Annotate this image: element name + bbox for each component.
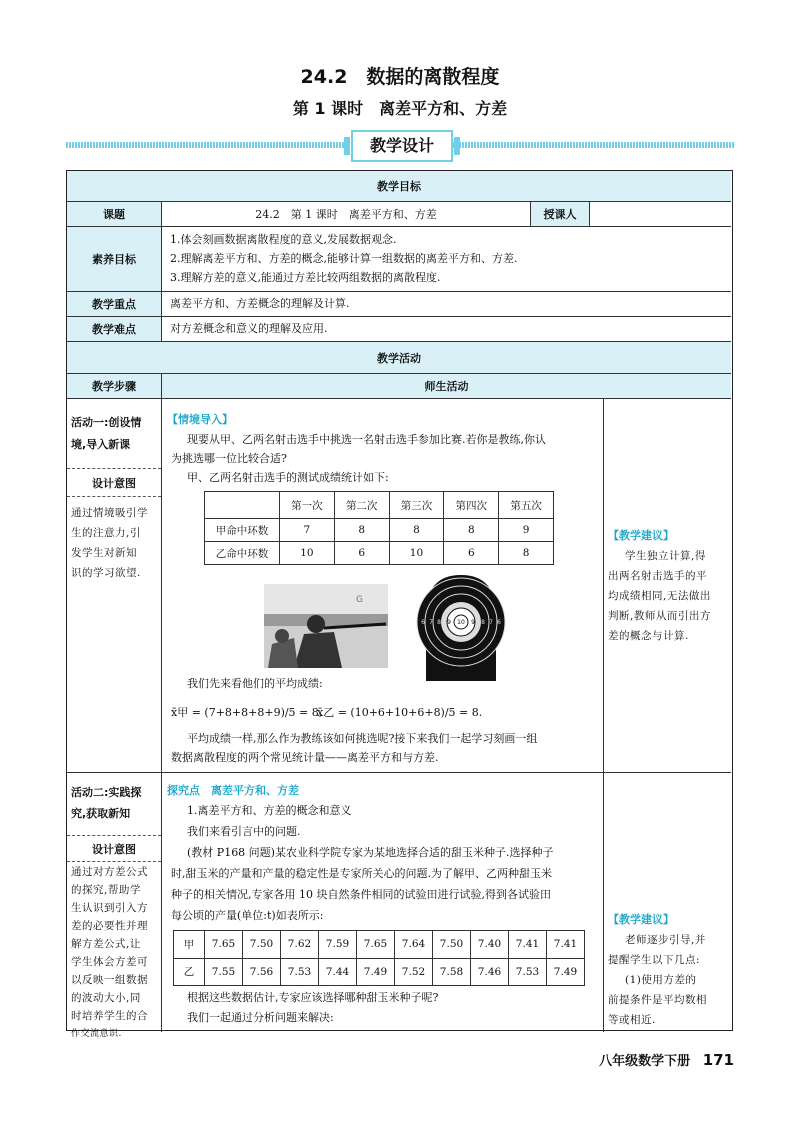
activity1-design: 生的注意力,引	[71, 527, 141, 539]
target-ring-number: 9	[471, 619, 475, 626]
table-cell: 7.50	[433, 931, 471, 959]
table-cell: 9	[499, 519, 554, 542]
table-cell: 6	[444, 542, 499, 565]
activity1-text: 数据离散程度的两个常见统计量——离差平方和与方差.	[171, 751, 439, 764]
activity2-design: 以反映一组数据	[71, 974, 148, 986]
activity2-text: (教材 P168 问题)某农业科学院专家为某地选择合适的甜玉米种子.选择种子	[187, 846, 554, 859]
activity2-text: 1.离差平方和、方差的概念和意义	[187, 804, 352, 817]
activity2-design: 的波动大小,同	[71, 992, 141, 1004]
target-ring-number: 8	[481, 619, 485, 626]
activity1-text: 为挑选哪一位比较合适?	[171, 452, 287, 465]
activity2-text: 时,甜玉米的产量和产量的稳定性是专家所关心的问题.为了解甲、乙两种甜玉米	[171, 867, 552, 880]
activity2-text: 我们来看引言中的问题.	[187, 825, 301, 838]
table-row-label: 甲	[174, 931, 205, 959]
suggestion-tag: 【教学建议】	[608, 913, 674, 926]
activity1-text: 甲、乙两名射击选手的测试成绩统计如下:	[187, 471, 389, 484]
activity1-design: 发学生对新知	[71, 547, 137, 559]
steps-label: 教学步骤	[67, 374, 161, 398]
table-cell: 8	[499, 542, 554, 565]
table-cell: 8	[389, 519, 444, 542]
activity2-design: 解方差公式,让	[71, 938, 141, 950]
page-footer	[599, 1050, 734, 1069]
table-header: 第二次	[334, 492, 389, 519]
table-cell: 7.58	[433, 958, 471, 986]
activity1-name: 境,导入新课	[71, 438, 131, 451]
literacy-item: 2.理解离差平方和、方差的概念,能够计算一组数据的离差平方和、方差.	[170, 252, 518, 265]
target-ring-number: 9	[447, 619, 451, 626]
target-icon	[406, 575, 516, 681]
table-header: 第四次	[444, 492, 499, 519]
topic-label: 课题	[67, 202, 161, 226]
activity2-design-label: 设计意图	[67, 838, 161, 860]
activity1-text: 我们先来看他们的平均成绩:	[187, 677, 323, 690]
topic-value: 24.2 第 1 课时 离差平方和、方差	[255, 208, 437, 221]
table-cell: 7.49	[547, 958, 585, 986]
explore-tag: 探究点 离差平方和、方差	[167, 784, 299, 797]
page-title: 24.2 数据的离散程度	[300, 66, 500, 88]
target-ring-number: 6	[497, 619, 501, 626]
activity1-design: 通过情境吸引学	[71, 507, 148, 519]
activity1-text: 现要从甲、乙两名射击选手中挑选一名射击选手参加比赛.若你是教练,你认	[187, 433, 546, 446]
activity2-design: 的探究,帮助学	[71, 884, 141, 896]
activities-header: 教学活动	[67, 342, 731, 373]
situation-tag: 【情境导入】	[167, 413, 233, 426]
table-row-label: 甲命中环数	[205, 519, 280, 542]
table-cell: 7.50	[243, 931, 281, 959]
table-cell: 7.41	[547, 931, 585, 959]
table-cell: 7.46	[471, 958, 509, 986]
activity2-text: 根据这些数据估计,专家应该选择哪种甜玉米种子呢?	[187, 991, 439, 1004]
table-cell: 7.53	[281, 958, 319, 986]
suggestion-line: 判断,教师从而引出方	[608, 610, 711, 622]
literacy-item: 3.理解方差的意义,能通过方差比较两组数据的离散程度.	[170, 271, 441, 284]
table-header: 第三次	[389, 492, 444, 519]
table-cell: 7	[280, 519, 335, 542]
activity2-design: 时培养学生的合	[71, 1010, 148, 1022]
table-cell: 7.44	[319, 958, 357, 986]
activity2-text: 我们一起通过分析问题来解决:	[187, 1011, 334, 1024]
objectives-header: 教学目标	[67, 171, 731, 201]
activity1-text: 平均成绩一样,那么作为教练该如何挑选呢?接下来我们一起学习刻画一组	[187, 732, 538, 745]
suggestion-line: 前提条件是平均数相	[608, 994, 707, 1006]
activity2-design: 学生体会方差可	[71, 956, 148, 968]
activity2-text: 种子的相关情况,专家各用 10 块自然条件相同的试验田进行试验,得到各试验田	[171, 888, 551, 901]
suggestion-line: 均成绩相同,无法做出	[608, 590, 711, 602]
table-cell: 7.59	[319, 931, 357, 959]
suggestion-line: 提醒学生以下几点:	[608, 954, 701, 966]
suggestion-line: 出两名射击选手的平	[608, 570, 707, 582]
literacy-item: 1.体会刻画数据离散程度的意义,发展数据观念.	[170, 233, 397, 246]
activity2-design: 作交流意识.	[71, 1029, 122, 1039]
literacy-label: 素养目标	[67, 227, 161, 291]
difficult-label: 教学难点	[67, 317, 161, 341]
activity1-design: 识的学习欲望.	[71, 567, 141, 579]
table-cell: 10	[389, 542, 444, 565]
activity2-design: 通过对方差公式	[71, 866, 148, 878]
average-jia: x̄甲 = (7+8+8+8+9)/5 = 8,	[171, 706, 323, 719]
suggestion-line: 学生独立计算,得	[625, 550, 706, 562]
teacher-value	[590, 202, 730, 226]
difficult-value: 对方差概念和意义的理解及应用.	[170, 322, 328, 335]
suggestion-line: 老师逐步引导,并	[625, 934, 706, 946]
table-row-label: 乙	[174, 958, 205, 986]
section-banner: 教学设计	[351, 130, 453, 162]
shooting-scores-table	[204, 491, 554, 565]
key-label: 教学重点	[67, 292, 161, 316]
corn-yield-table	[173, 930, 585, 986]
key-value: 离差平方和、方差概念的理解及计算.	[170, 297, 350, 310]
shooter-photo	[264, 584, 388, 668]
table-cell: 7.49	[357, 958, 395, 986]
target-ring-number: 6	[421, 619, 425, 626]
page-subtitle: 第 1 课时 离差平方和、方差	[292, 99, 508, 118]
activity1-design-label: 设计意图	[67, 472, 161, 494]
table-cell: 7.41	[509, 931, 547, 959]
activity2-name: 活动二:实践探	[71, 786, 142, 799]
lesson-table	[66, 170, 733, 1039]
suggestion-tag: 【教学建议】	[608, 529, 674, 542]
svg-text:G: G	[356, 595, 363, 605]
table-header: 第五次	[499, 492, 554, 519]
activity2-design: 生认识到引入方	[71, 902, 148, 914]
activity2-name: 究,获取新知	[71, 807, 131, 820]
table-cell: 7.65	[357, 931, 395, 959]
book-title: 八年级数学下册	[599, 1054, 691, 1069]
table-cell: 8	[444, 519, 499, 542]
table-cell: 7.62	[281, 931, 319, 959]
suggestion-line: 等或相近.	[608, 1014, 656, 1026]
table-cell: 7.53	[509, 958, 547, 986]
table-cell: 7.40	[471, 931, 509, 959]
page-number: 171	[702, 1051, 734, 1069]
target-ring-number: 7	[489, 619, 493, 626]
teacher-student-label: 师生活动	[162, 374, 731, 398]
teacher-label: 授课人	[531, 202, 589, 226]
table-cell: 7.56	[243, 958, 281, 986]
table-cell: 10	[280, 542, 335, 565]
target-ring-number: 8	[437, 619, 441, 626]
activity1-name: 活动一:创设情	[71, 416, 142, 429]
table-header: 第一次	[280, 492, 335, 519]
suggestion-line: (1)使用方差的	[625, 974, 697, 986]
target-ring-number: 7	[429, 619, 433, 626]
activity2-text: 每公顷的产量(单位:t)如表所示:	[171, 909, 324, 922]
activity2-design: 差的必要性并理	[71, 920, 148, 932]
average-yi: x̄乙 = (10+6+10+6+8)/5 = 8.	[317, 706, 483, 719]
table-cell: 7.64	[395, 931, 433, 959]
suggestion-line: 差的概念与计算.	[608, 630, 689, 642]
table-cell: 7.52	[395, 958, 433, 986]
table-cell: 8	[334, 519, 389, 542]
table-cell: 7.65	[205, 931, 243, 959]
table-row-label: 乙命中环数	[205, 542, 280, 565]
target-ring-number: 10	[457, 619, 465, 626]
table-cell: 7.55	[205, 958, 243, 986]
table-cell: 6	[334, 542, 389, 565]
